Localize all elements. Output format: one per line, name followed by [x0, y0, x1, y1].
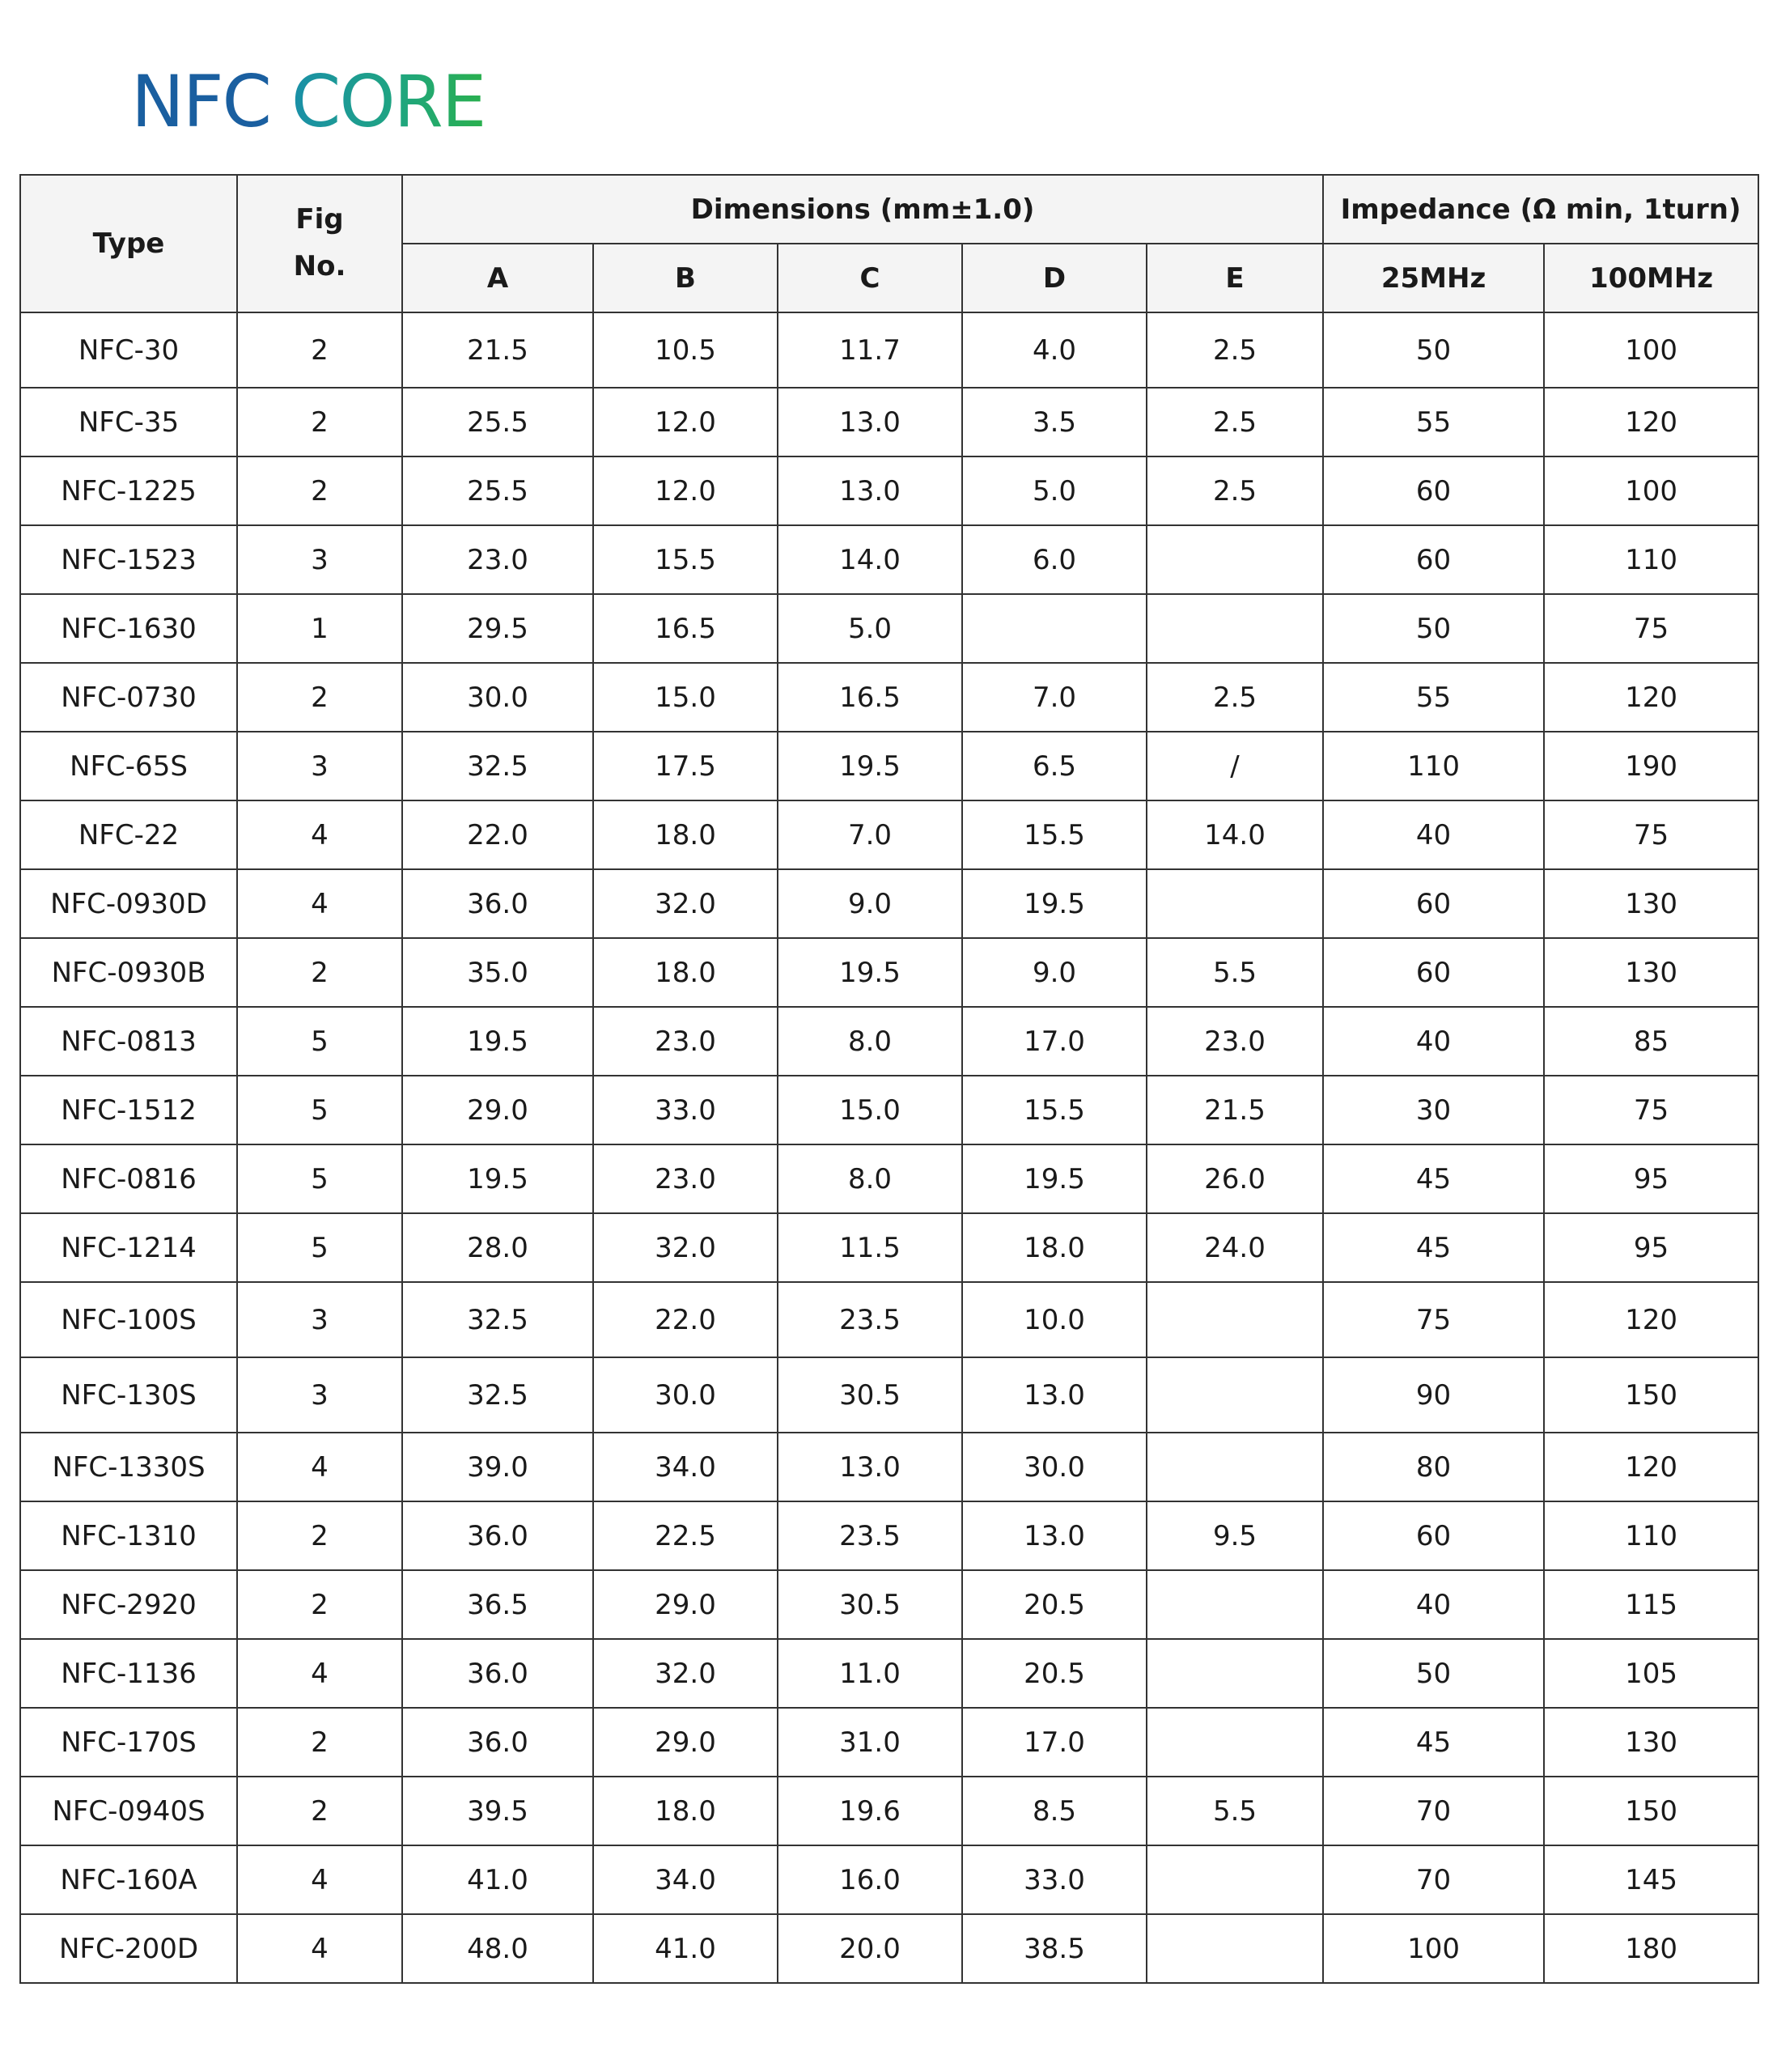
type-cell: NFC-100S	[20, 1282, 237, 1357]
dim-e-cell	[1147, 1639, 1323, 1708]
imp-25mhz-cell: 70	[1323, 1845, 1544, 1914]
dim-e-cell	[1147, 1357, 1323, 1433]
dim-e-cell	[1147, 1570, 1323, 1639]
fig-cell: 2	[237, 1570, 402, 1639]
dim-b-cell: 18.0	[593, 800, 778, 869]
dim-d-cell: 33.0	[962, 1845, 1147, 1914]
fig-cell: 2	[237, 312, 402, 388]
type-cell: NFC-1214	[20, 1213, 237, 1282]
header-impedance: Impedance (Ω min, 1turn)	[1323, 175, 1758, 244]
header-type: Type	[20, 175, 237, 312]
imp-25mhz-cell: 45	[1323, 1144, 1544, 1213]
dim-b-cell: 32.0	[593, 1639, 778, 1708]
imp-100mhz-cell: 120	[1544, 388, 1758, 456]
imp-25mhz-cell: 50	[1323, 1639, 1544, 1708]
dim-d-cell: 19.5	[962, 869, 1147, 938]
dim-a-cell: 25.5	[402, 456, 593, 525]
type-cell: NFC-130S	[20, 1357, 237, 1433]
table-row	[20, 1213, 1758, 1282]
imp-25mhz-cell: 60	[1323, 938, 1544, 1007]
imp-100mhz-cell: 75	[1544, 800, 1758, 869]
dim-d-cell: 6.0	[962, 525, 1147, 594]
table-body	[20, 312, 1758, 1983]
dim-e-cell: 2.5	[1147, 312, 1323, 388]
dim-a-cell: 30.0	[402, 663, 593, 732]
header-fig-no	[237, 175, 402, 312]
type-cell: NFC-1630	[20, 594, 237, 663]
imp-100mhz-cell: 105	[1544, 1639, 1758, 1708]
dim-b-cell: 12.0	[593, 456, 778, 525]
fig-cell: 2	[237, 388, 402, 456]
fig-cell: 2	[237, 1708, 402, 1777]
dim-d-cell: 15.5	[962, 1076, 1147, 1144]
imp-100mhz-cell: 180	[1544, 1914, 1758, 1983]
imp-100mhz-cell: 110	[1544, 525, 1758, 594]
brand-logo	[131, 60, 486, 143]
imp-25mhz-cell: 55	[1323, 663, 1544, 732]
dim-e-cell	[1147, 1282, 1323, 1357]
dim-d-cell: 20.5	[962, 1639, 1147, 1708]
imp-25mhz-cell: 75	[1323, 1282, 1544, 1357]
dim-b-cell: 34.0	[593, 1433, 778, 1501]
dim-e-cell: 24.0	[1147, 1213, 1323, 1282]
dim-c-cell: 20.0	[778, 1914, 962, 1983]
fig-cell: 4	[237, 1845, 402, 1914]
imp-25mhz-cell: 90	[1323, 1357, 1544, 1433]
type-cell: NFC-22	[20, 800, 237, 869]
type-cell: NFC-0813	[20, 1007, 237, 1076]
dim-b-cell: 23.0	[593, 1144, 778, 1213]
dim-b-cell: 32.0	[593, 1213, 778, 1282]
dim-d-cell: 30.0	[962, 1433, 1147, 1501]
imp-25mhz-cell: 40	[1323, 1570, 1544, 1639]
type-cell: NFC-2920	[20, 1570, 237, 1639]
imp-25mhz-cell: 80	[1323, 1433, 1544, 1501]
type-cell: NFC-1310	[20, 1501, 237, 1570]
dim-a-cell: 19.5	[402, 1007, 593, 1076]
dim-a-cell: 39.0	[402, 1433, 593, 1501]
dim-c-cell: 9.0	[778, 869, 962, 938]
dim-b-cell: 18.0	[593, 938, 778, 1007]
dim-a-cell: 39.5	[402, 1777, 593, 1845]
imp-100mhz-cell: 120	[1544, 663, 1758, 732]
imp-100mhz-cell: 100	[1544, 312, 1758, 388]
table-row	[20, 732, 1758, 800]
imp-25mhz-cell: 40	[1323, 1007, 1544, 1076]
header-col-e: E	[1147, 244, 1323, 312]
imp-25mhz-cell: 55	[1323, 388, 1544, 456]
fig-cell: 1	[237, 594, 402, 663]
imp-100mhz-cell: 120	[1544, 1282, 1758, 1357]
imp-100mhz-cell: 85	[1544, 1007, 1758, 1076]
dim-c-cell: 19.5	[778, 938, 962, 1007]
type-cell: NFC-1512	[20, 1076, 237, 1144]
imp-100mhz-cell: 130	[1544, 938, 1758, 1007]
dim-a-cell: 41.0	[402, 1845, 593, 1914]
dim-c-cell: 7.0	[778, 800, 962, 869]
dim-b-cell: 22.5	[593, 1501, 778, 1570]
dim-b-cell: 33.0	[593, 1076, 778, 1144]
dim-c-cell: 14.0	[778, 525, 962, 594]
table-row	[20, 525, 1758, 594]
table-row	[20, 663, 1758, 732]
dim-e-cell: 21.5	[1147, 1076, 1323, 1144]
dim-a-cell: 48.0	[402, 1914, 593, 1983]
dim-c-cell: 16.0	[778, 1845, 962, 1914]
fig-cell: 4	[237, 1433, 402, 1501]
dim-b-cell: 18.0	[593, 1777, 778, 1845]
imp-100mhz-cell: 95	[1544, 1144, 1758, 1213]
table-row	[20, 1570, 1758, 1639]
dim-a-cell: 35.0	[402, 938, 593, 1007]
dim-b-cell: 34.0	[593, 1845, 778, 1914]
dim-d-cell: 17.0	[962, 1007, 1147, 1076]
dim-d-cell: 5.0	[962, 456, 1147, 525]
fig-cell: 4	[237, 869, 402, 938]
dim-b-cell: 16.5	[593, 594, 778, 663]
dim-e-cell	[1147, 869, 1323, 938]
table-row	[20, 800, 1758, 869]
dim-e-cell	[1147, 525, 1323, 594]
table-row	[20, 1007, 1758, 1076]
table-row	[20, 1357, 1758, 1433]
dim-c-cell: 23.5	[778, 1501, 962, 1570]
imp-100mhz-cell: 130	[1544, 1708, 1758, 1777]
dim-d-cell: 13.0	[962, 1501, 1147, 1570]
dim-b-cell: 32.0	[593, 869, 778, 938]
dim-b-cell: 17.5	[593, 732, 778, 800]
table-row	[20, 938, 1758, 1007]
imp-25mhz-cell: 60	[1323, 456, 1544, 525]
dim-a-cell: 25.5	[402, 388, 593, 456]
dim-e-cell: 5.5	[1147, 938, 1323, 1007]
table-row	[20, 1708, 1758, 1777]
imp-25mhz-cell: 45	[1323, 1213, 1544, 1282]
fig-cell: 3	[237, 1357, 402, 1433]
type-cell: NFC-1523	[20, 525, 237, 594]
dim-d-cell: 19.5	[962, 1144, 1147, 1213]
header-dimensions: Dimensions (mm±1.0)	[402, 175, 1323, 244]
table-row	[20, 869, 1758, 938]
fig-cell: 2	[237, 456, 402, 525]
spec-table	[19, 174, 1759, 1984]
imp-100mhz-cell: 120	[1544, 1433, 1758, 1501]
dim-c-cell: 11.5	[778, 1213, 962, 1282]
dim-c-cell: 16.5	[778, 663, 962, 732]
header-col-d: D	[962, 244, 1147, 312]
imp-25mhz-cell: 100	[1323, 1914, 1544, 1983]
header-col-a: A	[402, 244, 593, 312]
fig-cell: 5	[237, 1076, 402, 1144]
imp-100mhz-cell: 190	[1544, 732, 1758, 800]
type-cell: NFC-160A	[20, 1845, 237, 1914]
fig-cell: 2	[237, 1777, 402, 1845]
dim-d-cell: 6.5	[962, 732, 1147, 800]
dim-b-cell: 29.0	[593, 1708, 778, 1777]
type-cell: NFC-0816	[20, 1144, 237, 1213]
dim-d-cell: 8.5	[962, 1777, 1147, 1845]
dim-b-cell: 10.5	[593, 312, 778, 388]
imp-25mhz-cell: 50	[1323, 594, 1544, 663]
imp-100mhz-cell: 110	[1544, 1501, 1758, 1570]
dim-c-cell: 30.5	[778, 1357, 962, 1433]
type-cell: NFC-30	[20, 312, 237, 388]
imp-100mhz-cell: 95	[1544, 1213, 1758, 1282]
type-cell: NFC-0930D	[20, 869, 237, 938]
fig-cell: 2	[237, 1501, 402, 1570]
dim-b-cell: 29.0	[593, 1570, 778, 1639]
dim-d-cell: 20.5	[962, 1570, 1147, 1639]
imp-100mhz-cell: 75	[1544, 1076, 1758, 1144]
dim-d-cell: 38.5	[962, 1914, 1147, 1983]
dim-d-cell: 3.5	[962, 388, 1147, 456]
dim-a-cell: 32.5	[402, 1357, 593, 1433]
dim-b-cell: 12.0	[593, 388, 778, 456]
dim-d-cell: 13.0	[962, 1357, 1147, 1433]
fig-cell: 5	[237, 1213, 402, 1282]
dim-d-cell: 9.0	[962, 938, 1147, 1007]
imp-25mhz-cell: 60	[1323, 869, 1544, 938]
header-col-c: C	[778, 244, 962, 312]
dim-c-cell: 11.7	[778, 312, 962, 388]
dim-e-cell: 14.0	[1147, 800, 1323, 869]
dim-d-cell: 17.0	[962, 1708, 1147, 1777]
dim-e-cell	[1147, 1845, 1323, 1914]
imp-100mhz-cell: 130	[1544, 869, 1758, 938]
table-row	[20, 1845, 1758, 1914]
imp-25mhz-cell: 60	[1323, 1501, 1544, 1570]
dim-c-cell: 19.6	[778, 1777, 962, 1845]
fig-cell: 4	[237, 1639, 402, 1708]
dim-e-cell	[1147, 1708, 1323, 1777]
dim-c-cell: 13.0	[778, 1433, 962, 1501]
header-col-100mhz: 100MHz	[1544, 244, 1758, 312]
imp-25mhz-cell: 30	[1323, 1076, 1544, 1144]
dim-a-cell: 21.5	[402, 312, 593, 388]
dim-a-cell: 19.5	[402, 1144, 593, 1213]
dim-d-cell: 4.0	[962, 312, 1147, 388]
type-cell: NFC-1330S	[20, 1433, 237, 1501]
dim-a-cell: 36.0	[402, 1639, 593, 1708]
fig-cell: 2	[237, 938, 402, 1007]
dim-b-cell: 15.5	[593, 525, 778, 594]
table-row	[20, 1639, 1758, 1708]
imp-25mhz-cell: 110	[1323, 732, 1544, 800]
type-cell: NFC-200D	[20, 1914, 237, 1983]
dim-a-cell: 36.5	[402, 1570, 593, 1639]
dim-c-cell: 30.5	[778, 1570, 962, 1639]
dim-b-cell: 30.0	[593, 1357, 778, 1433]
header-fig-line1: Fig	[295, 203, 344, 236]
dim-a-cell: 32.5	[402, 1282, 593, 1357]
dim-a-cell: 22.0	[402, 800, 593, 869]
table-row	[20, 1914, 1758, 1983]
brand-word-nfc: NFC	[131, 60, 270, 143]
dim-e-cell	[1147, 1914, 1323, 1983]
dim-a-cell: 29.5	[402, 594, 593, 663]
imp-100mhz-cell: 150	[1544, 1357, 1758, 1433]
dim-c-cell: 8.0	[778, 1007, 962, 1076]
imp-100mhz-cell: 100	[1544, 456, 1758, 525]
imp-25mhz-cell: 45	[1323, 1708, 1544, 1777]
dim-e-cell	[1147, 594, 1323, 663]
imp-100mhz-cell: 75	[1544, 594, 1758, 663]
dim-c-cell: 15.0	[778, 1076, 962, 1144]
dim-d-cell: 10.0	[962, 1282, 1147, 1357]
table-header	[20, 175, 1758, 312]
dim-a-cell: 28.0	[402, 1213, 593, 1282]
table-row	[20, 388, 1758, 456]
table-row	[20, 312, 1758, 388]
dim-b-cell: 15.0	[593, 663, 778, 732]
fig-cell: 3	[237, 525, 402, 594]
fig-cell: 5	[237, 1007, 402, 1076]
dim-c-cell: 13.0	[778, 456, 962, 525]
dim-d-cell: 15.5	[962, 800, 1147, 869]
dim-e-cell: 2.5	[1147, 388, 1323, 456]
table-row	[20, 594, 1758, 663]
table-row	[20, 1282, 1758, 1357]
fig-cell: 3	[237, 1282, 402, 1357]
header-col-b: B	[593, 244, 778, 312]
imp-25mhz-cell: 40	[1323, 800, 1544, 869]
dim-b-cell: 41.0	[593, 1914, 778, 1983]
fig-cell: 5	[237, 1144, 402, 1213]
imp-25mhz-cell: 50	[1323, 312, 1544, 388]
dim-a-cell: 23.0	[402, 525, 593, 594]
dim-a-cell: 36.0	[402, 1708, 593, 1777]
table-row	[20, 1144, 1758, 1213]
type-cell: NFC-0940S	[20, 1777, 237, 1845]
dim-a-cell: 36.0	[402, 1501, 593, 1570]
imp-100mhz-cell: 115	[1544, 1570, 1758, 1639]
dim-c-cell: 13.0	[778, 388, 962, 456]
header-fig-line2: No.	[293, 250, 346, 282]
type-cell: NFC-65S	[20, 732, 237, 800]
dim-c-cell: 31.0	[778, 1708, 962, 1777]
table-row	[20, 1501, 1758, 1570]
type-cell: NFC-170S	[20, 1708, 237, 1777]
dim-e-cell: /	[1147, 732, 1323, 800]
dim-e-cell: 9.5	[1147, 1501, 1323, 1570]
brand-word-core: CORE	[291, 60, 486, 143]
dim-a-cell: 32.5	[402, 732, 593, 800]
type-cell: NFC-1225	[20, 456, 237, 525]
dim-e-cell: 23.0	[1147, 1007, 1323, 1076]
dim-c-cell: 8.0	[778, 1144, 962, 1213]
dim-c-cell: 5.0	[778, 594, 962, 663]
type-cell: NFC-0930B	[20, 938, 237, 1007]
dim-e-cell	[1147, 1433, 1323, 1501]
type-cell: NFC-1136	[20, 1639, 237, 1708]
dim-e-cell: 5.5	[1147, 1777, 1323, 1845]
imp-100mhz-cell: 145	[1544, 1845, 1758, 1914]
dim-d-cell	[962, 594, 1147, 663]
fig-cell: 4	[237, 1914, 402, 1983]
dim-c-cell: 11.0	[778, 1639, 962, 1708]
fig-cell: 2	[237, 663, 402, 732]
table-row	[20, 1076, 1758, 1144]
dim-b-cell: 22.0	[593, 1282, 778, 1357]
dim-d-cell: 7.0	[962, 663, 1147, 732]
table-row	[20, 456, 1758, 525]
fig-cell: 4	[237, 800, 402, 869]
fig-cell: 3	[237, 732, 402, 800]
dim-c-cell: 23.5	[778, 1282, 962, 1357]
imp-100mhz-cell: 150	[1544, 1777, 1758, 1845]
dim-a-cell: 29.0	[402, 1076, 593, 1144]
imp-25mhz-cell: 70	[1323, 1777, 1544, 1845]
dim-d-cell: 18.0	[962, 1213, 1147, 1282]
header-col-25mhz: 25MHz	[1323, 244, 1544, 312]
dim-e-cell: 26.0	[1147, 1144, 1323, 1213]
dim-e-cell: 2.5	[1147, 663, 1323, 732]
dim-b-cell: 23.0	[593, 1007, 778, 1076]
dim-c-cell: 19.5	[778, 732, 962, 800]
type-cell: NFC-0730	[20, 663, 237, 732]
type-cell: NFC-35	[20, 388, 237, 456]
imp-25mhz-cell: 60	[1323, 525, 1544, 594]
dim-a-cell: 36.0	[402, 869, 593, 938]
table-row	[20, 1777, 1758, 1845]
table-row	[20, 1433, 1758, 1501]
dim-e-cell: 2.5	[1147, 456, 1323, 525]
